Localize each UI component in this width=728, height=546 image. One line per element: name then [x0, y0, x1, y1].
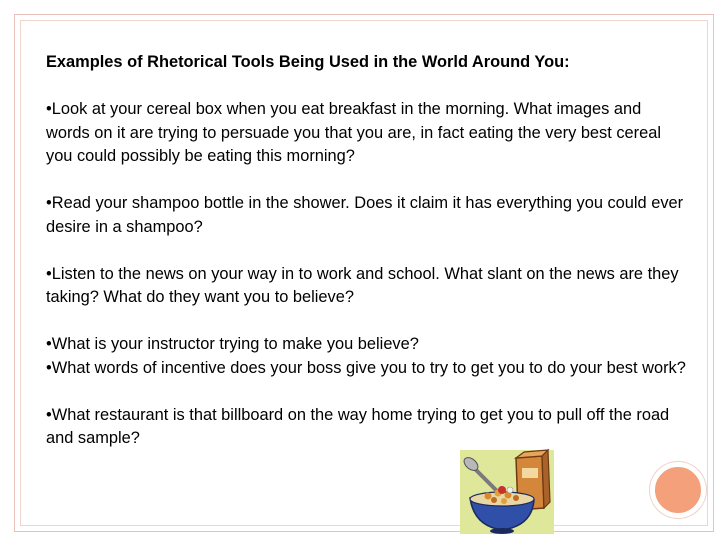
- bullet-shampoo: •Read your shampoo bottle in the shower. Does it claim it has everything you could ever desire in a shampoo?: [46, 194, 684, 236]
- bullet-news: •Listen to the news on your way in to work and school. What slant on the news are they taking? What do they want you to believe?: [46, 264, 679, 306]
- slide-heading: Examples of Rhetorical Tools Being Used in the World Around You:: [46, 53, 570, 71]
- bullet-boss: •What words of incentive does your boss give you to try to get you to do your best work?: [46, 358, 686, 377]
- bullet-cereal-box: •Look at your cereal box when you eat breakfast in the morning. What images and words on it are trying to persuade you that you are, in fact eating the very best cereal you could possibly be eating this morning?: [46, 100, 661, 165]
- bullet-billboard: •What restaurant is that billboard on the way home trying to get you to pull off the road and sample?: [46, 405, 670, 447]
- accent-circle: [650, 462, 706, 518]
- bullet-instructor: •What is your instructor trying to make you believe?: [46, 335, 419, 353]
- cereal-bowl-icon: [458, 446, 556, 538]
- slide-body: [46, 51, 686, 474]
